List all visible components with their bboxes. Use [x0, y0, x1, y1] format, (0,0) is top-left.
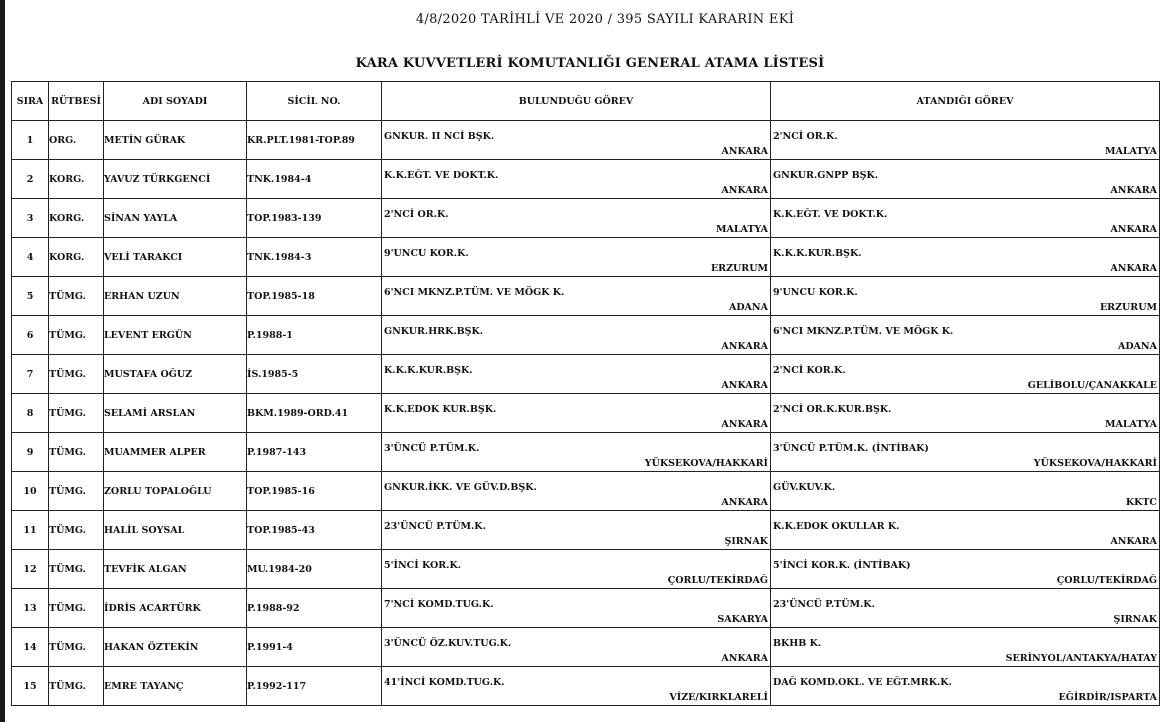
duty-title: 2'NCİ OR.K. — [773, 131, 838, 142]
duty-title: 23'ÜNCÜ P.TÜM.K. — [773, 599, 875, 610]
row-number: 14 — [12, 628, 49, 667]
row-number: 15 — [12, 667, 49, 706]
duty-location: ŞIRNAK — [1113, 614, 1157, 625]
duty-title: K.K.EĞT. VE DOKT.K. — [384, 170, 499, 181]
assigned-duty-cell — [771, 667, 1160, 706]
name-cell: TEVFİK ALGAN — [104, 550, 247, 589]
duty-title: K.K.K.KUR.BŞK. — [773, 248, 862, 259]
current-duty-cell — [382, 238, 771, 277]
current-duty-cell — [382, 628, 771, 667]
table-row — [12, 433, 1160, 472]
table-row — [12, 628, 1160, 667]
row-number: 6 — [12, 316, 49, 355]
assigned-duty-cell — [771, 511, 1160, 550]
duty-title: 5'İNCİ KOR.K. — [384, 560, 462, 571]
duty-location: ANKARA — [1110, 185, 1157, 196]
sicil-cell: P.1991-4 — [247, 628, 382, 667]
table-row — [12, 589, 1160, 628]
duty-title: GNKUR.GNPP BŞK. — [773, 170, 879, 181]
duty-title: K.K.K.KUR.BŞK. — [384, 365, 473, 376]
duty-location: ADANA — [1117, 341, 1157, 352]
duty-title: 41'İNCİ KOMD.TUG.K. — [384, 677, 505, 688]
duty-location: ANKARA — [721, 185, 768, 196]
assignment-table — [11, 81, 1160, 706]
sicil-cell: P.1988-92 — [247, 589, 382, 628]
table-row — [12, 121, 1160, 160]
table-row — [12, 472, 1160, 511]
row-number: 10 — [12, 472, 49, 511]
table-row — [12, 160, 1160, 199]
duty-title: GNKUR.HRK.BŞK. — [384, 326, 484, 337]
current-duty-cell — [382, 277, 771, 316]
duty-location: MALATYA — [1104, 419, 1157, 430]
duty-location: ÇORLU/TEKİRDAĞ — [667, 575, 768, 586]
duty-title: 7'NCİ KOMD.TUG.K. — [384, 599, 494, 610]
duty-location: MALATYA — [715, 224, 768, 235]
assigned-duty-cell — [771, 550, 1160, 589]
table-row — [12, 667, 1160, 706]
sicil-cell: KR.PLT.1981-TOP.89 — [247, 121, 382, 160]
sicil-cell: P.1988-1 — [247, 316, 382, 355]
col-header-rutbe: RÜTBESİ — [49, 82, 104, 121]
table-row — [12, 238, 1160, 277]
sicil-cell: TOP.1985-43 — [247, 511, 382, 550]
row-number: 5 — [12, 277, 49, 316]
name-cell: VELİ TARAKCI — [104, 238, 247, 277]
duty-title: 2'NCİ OR.K.KUR.BŞK. — [773, 404, 892, 415]
assigned-duty-cell — [771, 121, 1160, 160]
current-duty-cell — [382, 511, 771, 550]
duty-title: 5'İNCİ KOR.K. (İNTİBAK) — [773, 560, 911, 571]
table-row — [12, 316, 1160, 355]
duty-title: K.K.EDOK OKULLAR K. — [773, 521, 900, 532]
duty-location: SERİNYOL/ANTAKYA/HATAY — [1005, 653, 1157, 664]
duty-title: 6'NCI MKNZ.P.TÜM. VE MÖGK K. — [773, 326, 954, 337]
current-duty-cell — [382, 121, 771, 160]
rank-cell: TÜMG. — [49, 316, 104, 355]
table-row — [12, 355, 1160, 394]
table-row — [12, 199, 1160, 238]
name-cell: İDRİS ACARTÜRK — [104, 589, 247, 628]
name-cell: HAKAN ÖZTEKİN — [104, 628, 247, 667]
name-cell: YAVUZ TÜRKGENCİ — [104, 160, 247, 199]
rank-cell: KORG. — [49, 160, 104, 199]
assigned-duty-cell — [771, 433, 1160, 472]
assigned-duty-cell — [771, 199, 1160, 238]
row-number: 2 — [12, 160, 49, 199]
row-number: 3 — [12, 199, 49, 238]
duty-location: EĞİRDİR/ISPARTA — [1058, 692, 1157, 703]
rank-cell: TÜMG. — [49, 394, 104, 433]
rank-cell: TÜMG. — [49, 550, 104, 589]
sicil-cell: TNK.1984-3 — [247, 238, 382, 277]
assigned-duty-cell — [771, 394, 1160, 433]
rank-cell: TÜMG. — [49, 472, 104, 511]
duty-location: ANKARA — [721, 497, 768, 508]
duty-location: VİZE/KIRKLARELİ — [669, 692, 768, 703]
name-cell: ZORLU TOPALOĞLU — [104, 472, 247, 511]
rank-cell: TÜMG. — [49, 355, 104, 394]
duty-title: DAĞ KOMD.OKL. VE EĞT.MRK.K. — [773, 677, 952, 688]
row-number: 8 — [12, 394, 49, 433]
duty-location: ANKARA — [1110, 224, 1157, 235]
name-cell: EMRE TAYANÇ — [104, 667, 247, 706]
current-duty-cell — [382, 355, 771, 394]
table-row — [12, 394, 1160, 433]
rank-cell: ORG. — [49, 121, 104, 160]
name-cell: MUAMMER ALPER — [104, 433, 247, 472]
sicil-cell: BKM.1989-ORD.41 — [247, 394, 382, 433]
sicil-cell: İS.1985-5 — [247, 355, 382, 394]
duty-title: 3'ÜNCÜ P.TÜM.K. — [384, 443, 480, 454]
rank-cell: TÜMG. — [49, 628, 104, 667]
duty-location: ÇORLU/TEKİRDAĞ — [1056, 575, 1157, 586]
current-duty-cell — [382, 667, 771, 706]
duty-title: GNKUR. II NCİ BŞK. — [384, 131, 495, 142]
col-header-sira: SIRA — [12, 82, 49, 121]
current-duty-cell — [382, 199, 771, 238]
col-header-atandigi: ATANDIĞI GÖREV — [771, 82, 1160, 121]
assigned-duty-cell — [771, 238, 1160, 277]
rank-cell: KORG. — [49, 238, 104, 277]
sicil-cell: TOP.1985-16 — [247, 472, 382, 511]
rank-cell: TÜMG. — [49, 667, 104, 706]
duty-location: ANKARA — [721, 146, 768, 157]
name-cell: LEVENT ERGÜN — [104, 316, 247, 355]
assigned-duty-cell — [771, 355, 1160, 394]
rank-cell: TÜMG. — [49, 433, 104, 472]
duty-location: ANKARA — [721, 380, 768, 391]
assigned-duty-cell — [771, 589, 1160, 628]
duty-title: K.K.EDOK KUR.BŞK. — [384, 404, 497, 415]
assigned-duty-cell — [771, 160, 1160, 199]
row-number: 11 — [12, 511, 49, 550]
duty-location: ERZURUM — [1099, 302, 1157, 313]
assigned-duty-cell — [771, 472, 1160, 511]
current-duty-cell — [382, 589, 771, 628]
duty-location: ANKARA — [1110, 536, 1157, 547]
name-cell: METİN GÜRAK — [104, 121, 247, 160]
duty-location: ANKARA — [721, 341, 768, 352]
name-cell: MUSTAFA OĞUZ — [104, 355, 247, 394]
duty-title: 3'ÜNCÜ P.TÜM.K. (İNTİBAK) — [773, 443, 929, 454]
row-number: 9 — [12, 433, 49, 472]
sicil-cell: TOP.1985-18 — [247, 277, 382, 316]
row-number: 13 — [12, 589, 49, 628]
duty-location: KKTC — [1125, 497, 1157, 508]
col-header-ad: ADI SOYADI — [104, 82, 247, 121]
duty-location: GELİBOLU/ÇANAKKALE — [1027, 380, 1157, 391]
duty-location: ANKARA — [721, 419, 768, 430]
row-number: 7 — [12, 355, 49, 394]
sicil-cell: MU.1984-20 — [247, 550, 382, 589]
row-number: 4 — [12, 238, 49, 277]
assigned-duty-cell — [771, 628, 1160, 667]
sicil-cell: P.1987-143 — [247, 433, 382, 472]
duty-title: K.K.EĞT. VE DOKT.K. — [773, 209, 888, 220]
duty-title: 9'UNCU KOR.K. — [773, 287, 858, 298]
sicil-cell: P.1992-117 — [247, 667, 382, 706]
duty-title: 9'UNCU KOR.K. — [384, 248, 469, 259]
current-duty-cell — [382, 433, 771, 472]
duty-title: 3'ÜNCÜ ÖZ.KUV.TUG.K. — [384, 638, 512, 649]
duty-title: GÜV.KUV.K. — [773, 482, 836, 493]
duty-title: BKHB K. — [773, 638, 822, 649]
duty-title: 6'NCI MKNZ.P.TÜM. VE MÖGK K. — [384, 287, 565, 298]
table-header-row — [12, 82, 1160, 121]
duty-location: YÜKSEKOVA/HAKKARİ — [644, 458, 768, 469]
name-cell: SİNAN YAYLA — [104, 199, 247, 238]
duty-location: YÜKSEKOVA/HAKKARİ — [1033, 458, 1157, 469]
name-cell: HALİL SOYSAL — [104, 511, 247, 550]
rank-cell: TÜMG. — [49, 589, 104, 628]
sicil-cell: TOP.1983-139 — [247, 199, 382, 238]
duty-title: 2'NCİ OR.K. — [384, 209, 449, 220]
current-duty-cell — [382, 472, 771, 511]
row-number: 12 — [12, 550, 49, 589]
duty-title: 23'ÜNCÜ P.TÜM.K. — [384, 521, 486, 532]
document-header: 4/8/2020 TARİHLİ VE 2020 / 395 SAYILI KARARIN EKİ — [415, 12, 795, 27]
duty-location: ŞIRNAK — [724, 536, 768, 547]
assigned-duty-cell — [771, 316, 1160, 355]
table-row — [12, 550, 1160, 589]
duty-location: MALATYA — [1104, 146, 1157, 157]
sicil-cell: TNK.1984-4 — [247, 160, 382, 199]
name-cell: ERHAN UZUN — [104, 277, 247, 316]
duty-location: ADANA — [728, 302, 768, 313]
row-number: 1 — [12, 121, 49, 160]
duty-location: ANKARA — [721, 653, 768, 664]
current-duty-cell — [382, 316, 771, 355]
current-duty-cell — [382, 394, 771, 433]
rank-cell: KORG. — [49, 199, 104, 238]
duty-title: 2'NCİ KOR.K. — [773, 365, 846, 376]
rank-cell: TÜMG. — [49, 511, 104, 550]
col-header-bulundugu: BULUNDUĞU GÖREV — [382, 82, 771, 121]
col-header-sicil: SİCİL NO. — [247, 82, 382, 121]
rank-cell: TÜMG. — [49, 277, 104, 316]
current-duty-cell — [382, 160, 771, 199]
duty-location: SAKARYA — [717, 614, 768, 625]
page-title: KARA KUVVETLERİ KOMUTANLIĞI GENERAL ATAMA LİSTESİ — [355, 56, 825, 71]
duty-location: ERZURUM — [710, 263, 768, 274]
scan-edge — [0, 0, 5, 722]
current-duty-cell — [382, 550, 771, 589]
duty-location: ANKARA — [1110, 263, 1157, 274]
assigned-duty-cell — [771, 277, 1160, 316]
duty-title: GNKUR.İKK. VE GÜV.D.BŞK. — [384, 482, 537, 493]
name-cell: SELAMİ ARSLAN — [104, 394, 247, 433]
table-row — [12, 511, 1160, 550]
table-row — [12, 277, 1160, 316]
